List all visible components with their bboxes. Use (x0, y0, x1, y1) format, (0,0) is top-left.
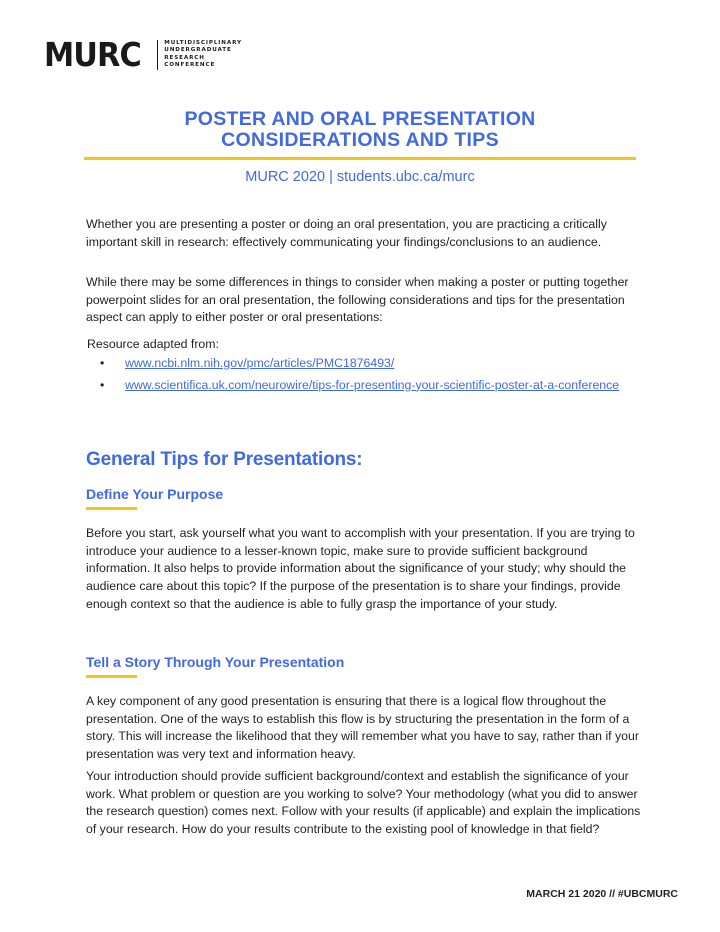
logo-divider (157, 40, 158, 70)
title-divider (84, 157, 636, 160)
section-paragraph-story-2: Your introduction should provide sufficient background/context and establish the significance of your work. What problem or question are you working to solve? Your methodology (what you did to answer the research question) comes next. Follow with your results (if applicable) and explain the implications of your research. How do your results contribute to the existing pool of knowledge in that field? (86, 769, 641, 837)
logo-line-3: RESEARCH (164, 54, 205, 61)
page-title-line-1: POSTER AND ORAL PRESENTATION (184, 108, 536, 130)
page-footer: MARCH 21 2020 // #UBCMURC (526, 888, 678, 900)
page-title-line-2: CONSIDERATIONS AND TIPS (221, 129, 499, 151)
logo-wordmark: MURC (44, 35, 141, 74)
resource-link-ncbi[interactable]: www.ncbi.nlm.nih.gov/pmc/articles/PMC1876493/ (125, 356, 395, 370)
logo-line-4: CONFERENCE (164, 61, 216, 68)
logo-line-1: MULTIDISCIPLINARY (164, 39, 242, 46)
section-paragraph-story-1: A key component of any good presentation is ensuring that there is a logical flow throughout the presentation. One of the ways to establish this flow is by structuring the presentation in the form of a story. This will increase the likelihood that they will remember what you have to say, rather than if your presentation was very text and information heavy. (86, 694, 639, 762)
section-underline (86, 675, 137, 678)
intro-paragraph-1: Whether you are presenting a poster or doing an oral presentation, you are practicing a critically important skill in research: effectively communicating your findings/conclusions to an audience. (86, 217, 607, 249)
general-tips-heading: General Tips for Presentations: (86, 449, 363, 470)
section-paragraph-purpose: Before you start, ask yourself what you want to accomplish with your presentation. If you are trying to introduce your audience to a lesser-known topic, make sure to provide sufficient background information. It also helps to provide information about the significance of your study; why should the audience care about this topic? If the purpose of the presentation is to share your findings, provide enough context so that the audience is able to fully grasp the importance of your study. (86, 526, 635, 611)
logo-line-2: UNDERGRADUATE (164, 47, 232, 54)
resource-link-scientifica[interactable]: www.scientifica.uk.com/neurowire/tips-for-presenting-your-scientific-poster-at-a-conference (125, 377, 620, 392)
section-underline (86, 507, 137, 510)
intro-paragraph-2: While there may be some differences in things to consider when making a poster or putting together powerpoint slides for an oral presentation, the following considerations and tips for the presentation aspect can apply to either poster or oral presentations: (86, 275, 629, 325)
page-subtitle: MURC 2020 | students.ubc.ca/murc (245, 169, 475, 185)
logo-subtitle (164, 40, 242, 70)
section-heading-purpose: Define Your Purpose (86, 486, 224, 502)
resource-label: Resource adapted from: (87, 337, 219, 351)
resource-list (100, 355, 640, 398)
bullet-icon: • (100, 377, 105, 392)
section-heading-story: Tell a Story Through Your Presentation (86, 654, 345, 670)
resource-item (100, 377, 640, 395)
page-title (0, 109, 720, 151)
bullet-icon: • (100, 356, 105, 370)
resource-item (100, 355, 640, 373)
murc-logo (44, 35, 242, 74)
